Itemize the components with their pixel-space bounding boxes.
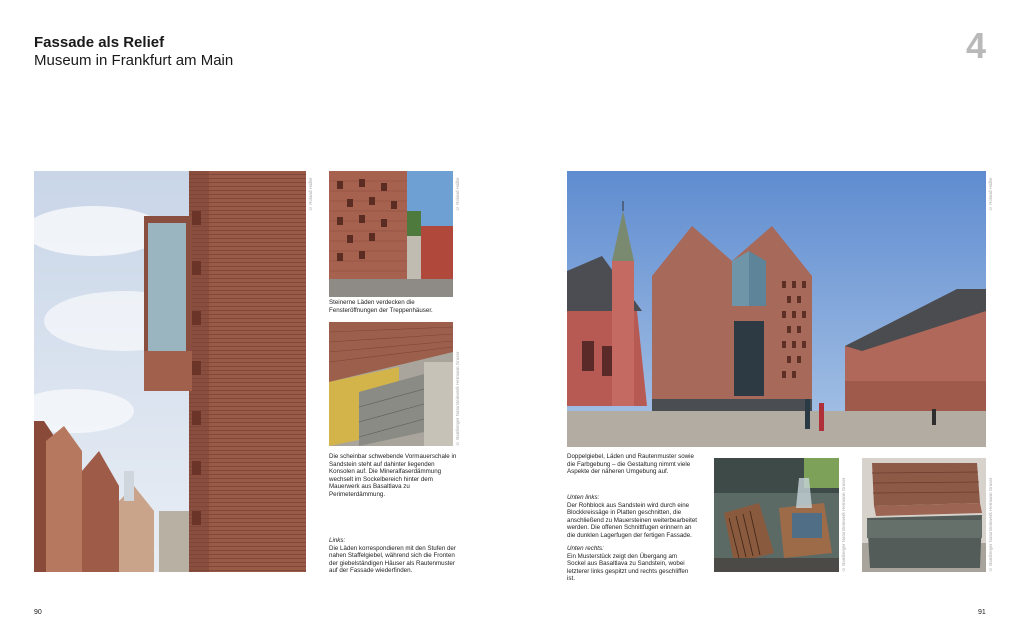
- photo-sample-piece: [862, 458, 986, 572]
- photo-credit: © Roland Halbe: [988, 177, 993, 211]
- photo-credit: © Roland Halbe: [308, 177, 313, 211]
- caption-shutters: Steinerne Läden verdecken die Fensteröffnungen der Treppenhäuser.: [329, 299, 433, 314]
- page-number-right: 91: [978, 609, 986, 616]
- caption-museum: Doppelgiebel, Läden und Rautenmuster sowie die Farbgebung – die Gestaltung nimmt viele Aspekte der näheren Umgebung auf.: [567, 453, 694, 476]
- photo-credit: © Bamberger Natursteinwerk Hermann Graser: [455, 351, 460, 446]
- photo-construction-detail: [329, 322, 453, 446]
- photo-museum-overview: [567, 171, 986, 447]
- photo-stone-shutters: [329, 171, 453, 297]
- photo-credit: © Bamberger Natursteinwerk Hermann Graser: [841, 477, 846, 572]
- caption-label: Unten rechts:: [567, 545, 604, 552]
- page-title: Fassade als Relief: [34, 34, 165, 51]
- caption-text: Der Rohblock aus Sandstein wird durch eine Blockkreissäge in Platten geschnitten, die anschließend zu Mauersteinen weiterbearbeitet werden. Die offenen Schnittfugen erinnern an die dunklen Lagerfugen der fertigen Fassade.: [567, 501, 698, 539]
- caption-label: Unten links:: [567, 494, 600, 501]
- caption-links: [329, 537, 457, 575]
- caption-unten-rechts: [567, 545, 697, 583]
- page-subtitle: Museum in Frankfurt am Main: [34, 52, 234, 69]
- photo-block-saw: [714, 458, 839, 572]
- caption-construction: Die scheinbar schwebende Vormauerschale in Sandstein steht auf dahinter liegenden Konsolen auf. Die Mineralfaserdämmung wechselt im Sockelbereich hinter dem Mauerwerk aus Basaltlava zu Perimeterdämmung.: [329, 453, 457, 498]
- caption-text: Ein Musterstück zeigt den Übergang am Sockel aus Basaltlava zu Sandstein, wobei letzterer links gespitzt und rechts geschliffen ist.: [567, 552, 689, 583]
- caption-unten-links: [567, 494, 697, 540]
- caption-text: Die Läden korrespondieren mit den Stufen der nahen Staffelgiebel, während sich die Fronten der giebelständigen Häuser als Rautenmuster auf der Fassade wiederfinden.: [329, 544, 456, 575]
- caption-label: Links:: [329, 537, 346, 544]
- photo-facade-bay-window: [34, 171, 306, 572]
- page-number-left: 90: [34, 609, 42, 616]
- photo-credit: © Bamberger Natursteinwerk Hermann Graser: [988, 477, 993, 572]
- chapter-number: 4: [966, 25, 987, 66]
- photo-credit: © Roland Halbe: [455, 177, 460, 211]
